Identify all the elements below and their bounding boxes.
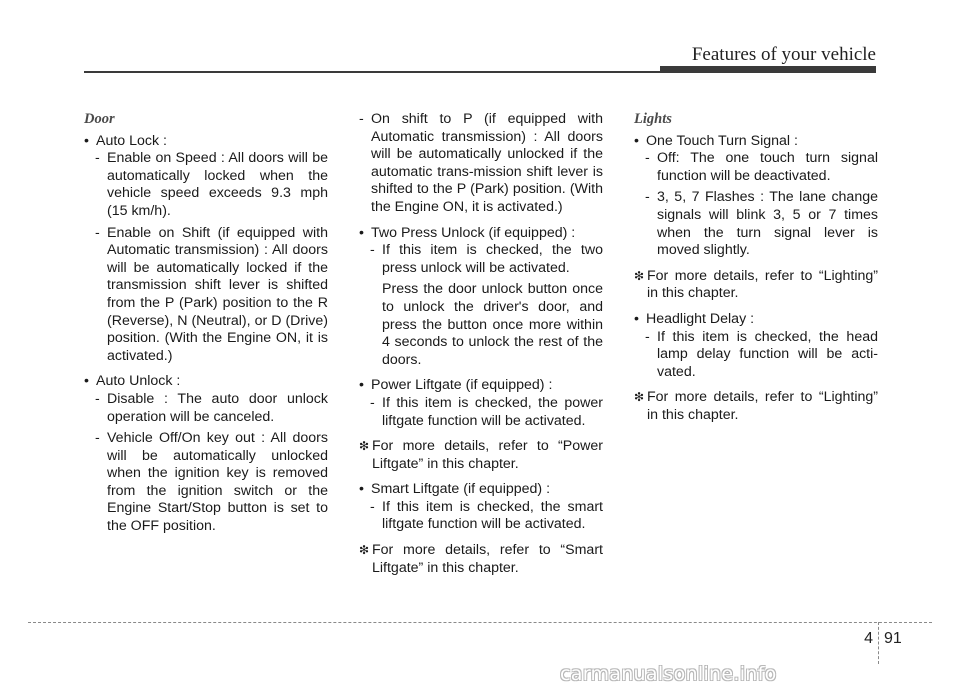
section-title-door: Door xyxy=(84,111,115,127)
list-item-smart-liftgate xyxy=(359,481,603,534)
column-middle xyxy=(359,111,603,585)
bullet: • xyxy=(84,373,89,390)
note-icon: ❇ xyxy=(359,543,370,558)
column-left xyxy=(84,111,328,544)
section-title-lights: Lights xyxy=(634,111,672,127)
list-item-auto-lock xyxy=(84,133,328,366)
page-number: 91 xyxy=(884,630,902,647)
bullet: • xyxy=(359,224,364,241)
reference-note: ❇ For more details, refer to “Lighting” in this chapter. xyxy=(634,389,878,423)
sub-item: - If this item is checked, the power liftgate function will be activated. xyxy=(370,394,603,429)
bullet: • xyxy=(634,132,639,149)
sub-item: - On shift to P (if equipped with Automatic transmission) : All doors will be automatically unlocked if the automatic trans-mission shift lever is shifted to the P (Park) position. (With the Engine ON, it is activated.) xyxy=(359,111,603,215)
item-label: Auto Lock : xyxy=(96,132,167,149)
note-icon: ❇ xyxy=(359,439,370,454)
sub-item: - Off: The one touch turn signal function will be deactivated. xyxy=(645,150,878,184)
note-icon: ❇ xyxy=(634,390,645,405)
list-item-one-touch-turn-signal xyxy=(634,133,878,260)
sub-item: - If this item is checked, the smart liftgate function will be activated. xyxy=(370,498,603,533)
sub-item: - 3, 5, 7 Flashes : The lane change signals will blink 3, 5 or 7 times when the turn signal lever is moved slightly. xyxy=(645,189,878,259)
header-rule-accent xyxy=(660,66,876,73)
watermark: carmanualsonline.info xyxy=(560,663,777,685)
list-item-power-liftgate xyxy=(359,377,603,430)
item-label: Two Press Unlock (if equipped) : xyxy=(371,224,576,241)
sub-item: - Enable on Shift (if equipped with Automatic transmission) : All doors will be automatically locked if the transmission shift lever is shifted from the P (Park) position to the R (Reverse), N (Neutral), or D (Drive) position. (With the Engine ON, it is activated.) xyxy=(95,224,328,364)
bullet: • xyxy=(84,132,89,149)
reference-note: ❇ For more details, refer to “Power Liftgate” in this chapter. xyxy=(359,438,603,472)
header-title: Features of your vehicle xyxy=(691,44,876,65)
item-label: Smart Liftgate (if equipped) : xyxy=(371,481,551,498)
reference-note: ❇ For more details, refer to “Smart Liftgate” in this chapter. xyxy=(359,542,603,576)
header-rule xyxy=(84,71,660,73)
item-label: Auto Unlock : xyxy=(96,373,181,390)
list-item-two-press-unlock xyxy=(359,225,603,370)
sub-item: - If this item is checked, the head lamp delay function will be acti-vated. xyxy=(645,328,878,380)
note-icon: ❇ xyxy=(634,268,645,283)
footer-rule xyxy=(28,622,932,623)
column-right xyxy=(634,111,878,433)
list-item-auto-unlock xyxy=(84,373,328,535)
bullet: • xyxy=(359,481,364,498)
sub-item-detail: Press the door unlock button once to unlock the driver's door, and press the button once more within 4 seconds to unlock the rest of the doors. xyxy=(382,281,603,368)
bullet: • xyxy=(634,310,639,327)
chapter-number: 4 xyxy=(864,630,873,647)
sub-item: - Enable on Speed : All doors will be automatically locked when the vehicle speed exceeds 9.3 mph (15 km/h). xyxy=(95,150,328,219)
item-label: Power Liftgate (if equipped) : xyxy=(371,377,553,394)
item-label: Headlight Delay : xyxy=(646,310,755,327)
sub-item: - If this item is checked, the two press unlock will be activated. xyxy=(370,242,603,276)
reference-note: ❇ For more details, refer to “Lighting” in this chapter. xyxy=(634,267,878,302)
list-item-headlight-delay xyxy=(634,311,878,381)
footer-divider xyxy=(878,622,879,664)
sub-item: - Vehicle Off/On key out : All doors will be automatically unlocked when the ignition key is removed from the ignition switch or the Engine Start/Stop button is set to the OFF position. xyxy=(95,430,328,535)
item-label: One Touch Turn Signal : xyxy=(646,132,798,149)
bullet: • xyxy=(359,377,364,394)
sub-item: - Disable : The auto door unlock operation will be canceled. xyxy=(95,390,328,425)
